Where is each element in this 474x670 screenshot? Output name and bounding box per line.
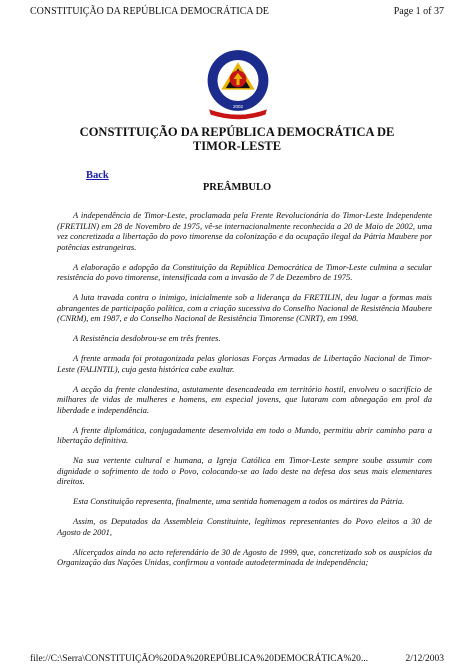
paragraph: Assim, os Deputados da Assembleia Constituinte, legítimos representantes do Povo eleitos a 30 de Agosto de 2001, <box>57 516 432 537</box>
paragraph: Esta Constituição representa, finalmente, uma sentida homenagem a todos os mártires da Pátria. <box>73 496 405 506</box>
document-title <box>40 125 434 153</box>
national-seal <box>200 44 276 120</box>
seal-year: 2002 <box>232 103 244 109</box>
header-doc-title: CONSTITUIÇÃO DA REPÚBLICA DEMOCRÁTICA DE <box>30 6 269 17</box>
section-heading: PREÂMBULO <box>202 182 272 193</box>
title-line-2: TIMOR-LESTE <box>192 139 282 153</box>
footer-file-path: file://C:\Serra\CONSTITUIÇÃO%20DA%20REPÚBLICA%20DEMOCRÁTICA%20... <box>30 654 369 664</box>
paragraph: A luta travada contra o inimigo, inicialmente sob a liderança da FRETILIN, deu lugar a formas mais abrangentes de participação política, com a criação sucessiva do Conselho Nacional de Resistência Maubere (CNRM), em 1987, e do Conselho Nacional de Resistência Timorense (CNRT), em 1998. <box>57 292 432 323</box>
back-link[interactable]: Back <box>86 170 109 181</box>
title-line-1: CONSTITUIÇÃO DA REPÚBLICA DEMOCRÁTICA DE <box>79 125 395 139</box>
paragraph: A acção da frente clandestina, astutamente desencadeada em território hostil, envolveu o sacrifício de milhares de vidas de mulheres e homens, em especial jovens, que lutaram com abnegação em prol da liberdade e independência. <box>57 383 432 415</box>
footer-date: 2/12/2003 <box>405 654 444 664</box>
paragraph: A frente armada foi protagonizada pelas gloriosas Forças Armadas de Libertação Nacional de Timor-Leste (FALINTIL), cuja gesta histórica cabe exaltar. <box>57 353 432 374</box>
paragraph: A Resistência desdobrou-se em três frentes. <box>73 333 221 343</box>
paragraph: Alicerçados ainda no acto referendário de 30 de Agosto de 1999, que, concretizado sob os auspícios da Organização das Nações Unidas, confirmou a vontade autodeterminada de independência; <box>57 546 432 567</box>
paragraph: Na sua vertente cultural e humana, a Igreja Católica em Timor-Leste sempre soube assumir com dignidade o sofrimento de todo o Povo, colocando-se ao lado deste na defesa dos seus mais elementares direitos. <box>57 455 432 486</box>
paragraph: A elaboração e adopção da Constituição da República Democrática de Timor-Leste culmina a secular resistência do povo timorense, intensificada com a invasão de 7 de Dezembro de 1975. <box>57 261 432 282</box>
header-page-number: Page 1 of 37 <box>393 6 444 17</box>
paragraph: A independência de Timor-Leste, proclamada pela Frente Revolucionária do Timor-Leste Independente (FRETILIN) em 28 de Novembro de 1975, vê-se internacionalmente reconhecida a 20 de Maio de 2002, uma vez concretizada a libertação do povo timorense da colonização e da ocupação ilegal da Pátria Maubere por potências estrangeiras. <box>57 210 432 252</box>
preamble-body <box>57 210 432 577</box>
paragraph: A frente diplomática, conjugadamente desenvolvida em todo o Mundo, permitiu abrir caminho para a libertação definitiva. <box>57 424 432 445</box>
page-footer <box>30 654 444 666</box>
page-header <box>30 6 444 20</box>
